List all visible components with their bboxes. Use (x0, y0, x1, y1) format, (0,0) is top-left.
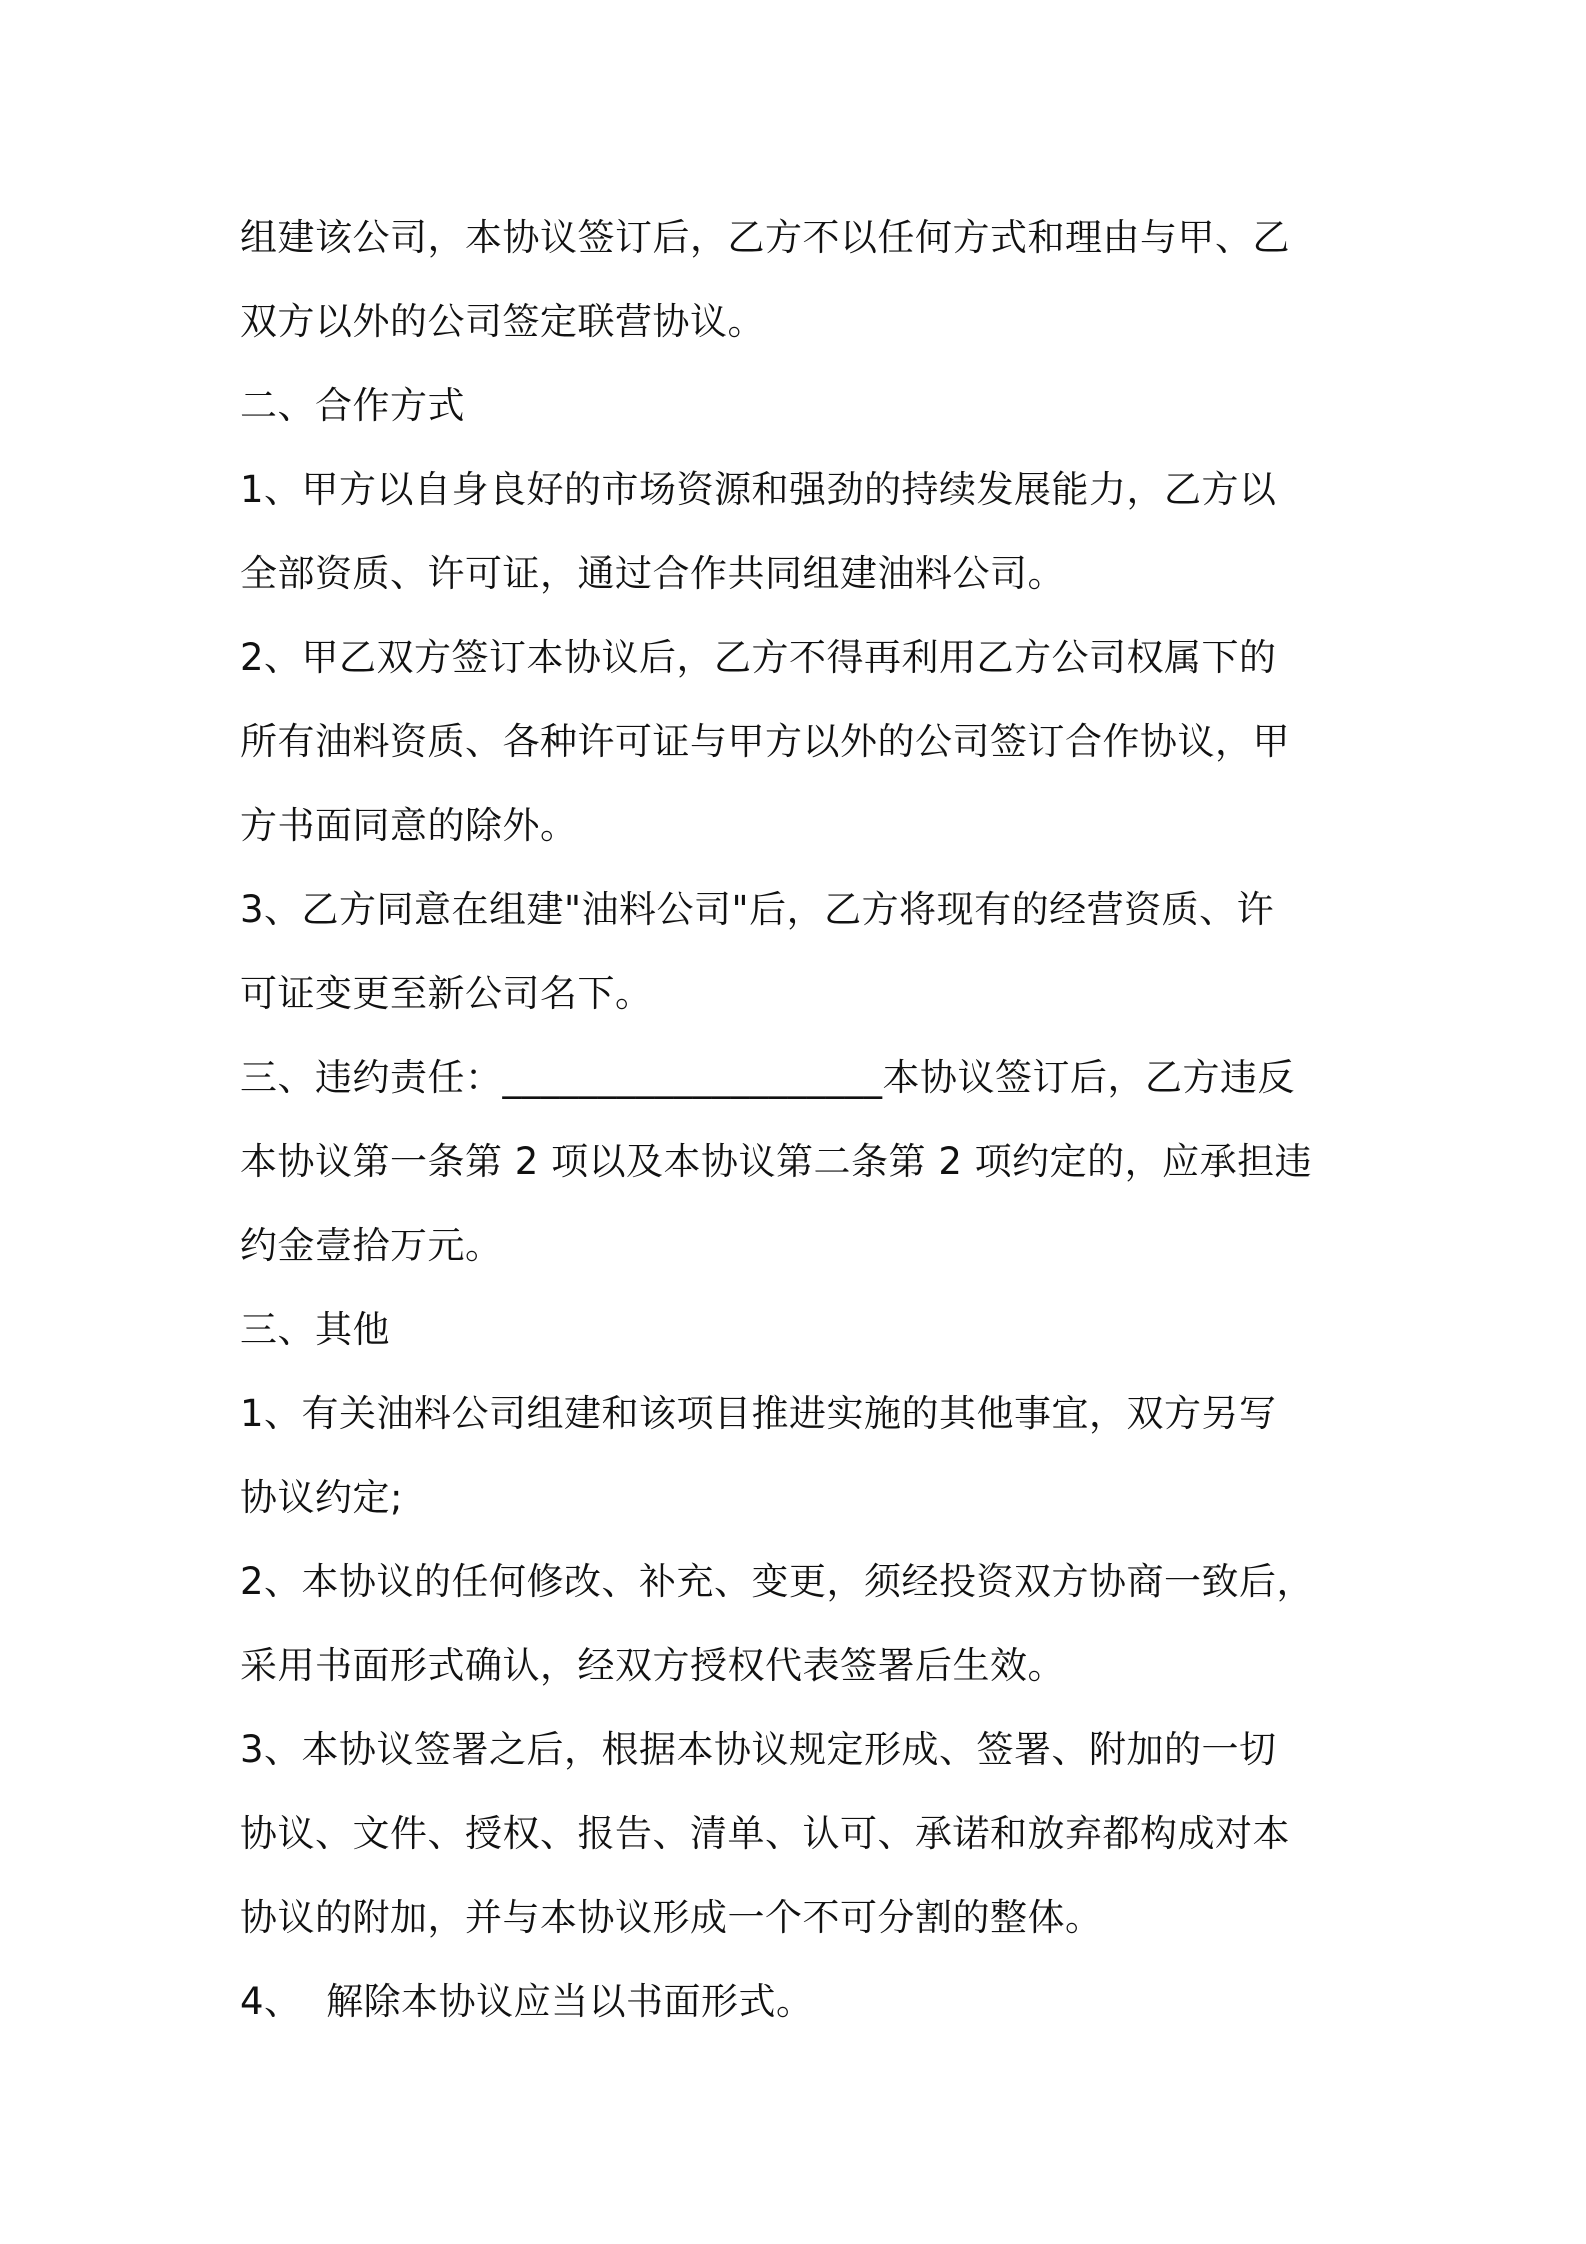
clause-line: 3、乙方同意在组建"油料公司"后，乙方将现有的经营资质、许 (240, 888, 1275, 931)
clause-line: 协议约定; (240, 1476, 403, 1519)
clause-line: 4、 解除本协议应当以书面形式。 (240, 1980, 814, 2023)
clause-line: 2、本协议的任何修改、补充、变更，须经投资双方协商一致后， (240, 1560, 1315, 1603)
clause-line: 1、有关油料公司组建和该项目推进实施的其他事宜，双方另写 (240, 1392, 1277, 1435)
clause-line: 协议、文件、授权、报告、清单、认可、承诺和放弃都构成对本 (240, 1812, 1290, 1855)
clause-line: 所有油料资质、各种许可证与甲方以外的公司签订合作协议，甲 (240, 720, 1290, 763)
section-heading: 三、其他 (240, 1308, 390, 1351)
clause-line: 约金壹拾万元。 (240, 1224, 503, 1267)
section-heading: 二、合作方式 (240, 384, 465, 427)
clause-line: 2、甲乙双方签订本协议后，乙方不得再利用乙方公司权属下的 (240, 636, 1277, 679)
clause-line: 3、本协议签署之后，根据本协议规定形成、签署、附加的一切 (240, 1728, 1277, 1771)
clause-line: 1、甲方以自身良好的市场资源和强劲的持续发展能力，乙方以 (240, 468, 1277, 511)
clause-line: 全部资质、许可证，通过合作共同组建油料公司。 (240, 552, 1065, 595)
clause-line: 方书面同意的除外。 (240, 804, 578, 847)
clause-line: 可证变更至新公司名下。 (240, 972, 653, 1015)
paragraph-line: 双方以外的公司签定联营协议。 (240, 300, 765, 343)
clause-line: 采用书面形式确认，经双方授权代表签署后生效。 (240, 1644, 1065, 1687)
paragraph-line: 组建该公司，本协议签订后，乙方不以任何方式和理由与甲、乙 (240, 216, 1290, 259)
clause-line: 协议的附加，并与本协议形成一个不可分割的整体。 (240, 1896, 1103, 1939)
section-heading-breach: 三、违约责任：____________________本协议签订后，乙方违反 (240, 1056, 1295, 1099)
clause-line: 本协议第一条第 2 项以及本协议第二条第 2 项约定的，应承担违 (240, 1140, 1313, 1183)
document-body (240, 196, 1370, 2044)
